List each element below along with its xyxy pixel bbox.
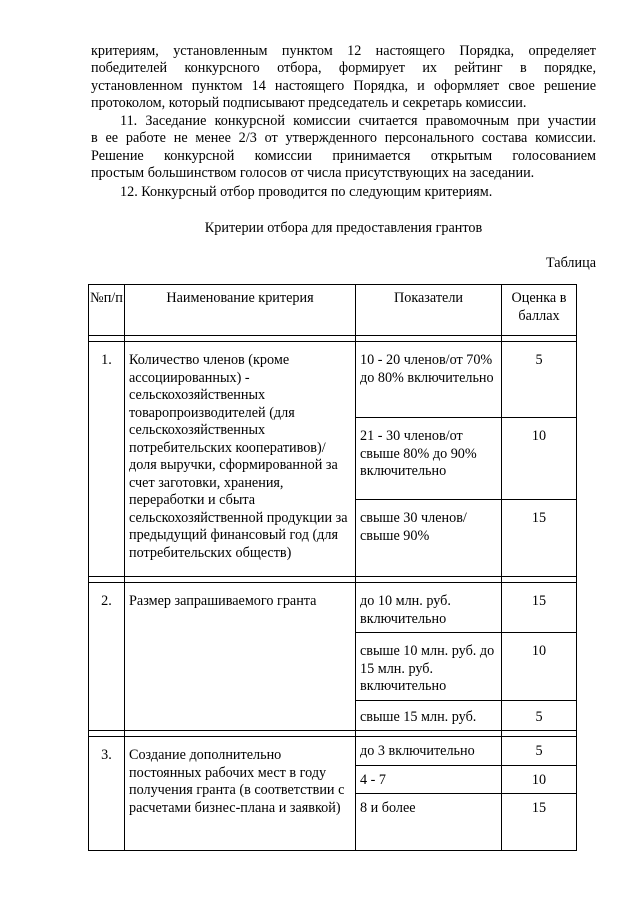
- score-cell: 15: [502, 583, 577, 633]
- row-number: 3.: [89, 737, 125, 851]
- table-row: [89, 583, 577, 633]
- text-line: победителей конкурсного отбора, формирует их рейтинг в порядке,: [91, 60, 596, 77]
- criterion-name: Создание дополнительно постоянных рабочих мест в году получения гранта (в соответствии с расчетами бизнес-плана и заявкой): [125, 737, 356, 851]
- text-line: установленном пунктом 14 настоящего Порядка, и оформляет свое решение: [91, 77, 596, 94]
- indicator-cell: свыше 30 членов/свыше 90%: [356, 500, 502, 577]
- score-cell: 5: [502, 700, 577, 731]
- score-cell: 10: [502, 418, 577, 500]
- paragraph-12: [91, 184, 596, 201]
- row-number: 1.: [89, 342, 125, 577]
- header-name: Наименование критерия: [125, 285, 356, 336]
- text-line: критериям, установленным пунктом 12 настоящего Порядка, определяет: [91, 43, 596, 59]
- indicator-cell: 10 - 20 членов/от 70% до 80% включительно: [356, 342, 502, 418]
- indicator-cell: до 10 млн. руб. включительно: [356, 583, 502, 633]
- indicator-cell: 4 - 7: [356, 765, 502, 794]
- score-cell: 15: [502, 794, 577, 851]
- criterion-name: Количество членов (кроме ассоциированных) - сельскохозяйственных товаропроизводителей (для сельскохозяйственных потребительских кооперативов)/доля выручки, сформированной за счет заготовки, хранения, переработки и сбыта сельскохозяйственной продукции за предыдущий финансовый год (для потребительских обществ): [125, 342, 356, 577]
- text-line: 11. Заседание конкурсной комиссии считается правомочным при участии: [120, 113, 596, 129]
- header-indicators: Показатели: [356, 285, 502, 336]
- table-heading: Критерии отбора для предоставления грантов: [204, 220, 483, 236]
- score-cell: 10: [502, 765, 577, 794]
- indicator-cell: 8 и более: [356, 794, 502, 851]
- text-line: протоколом, который подписывают председатель и секретарь комиссии.: [91, 94, 527, 111]
- text-line: простым большинством голосов от числа присутствующих на заседании.: [91, 164, 535, 181]
- table-row: [89, 737, 577, 766]
- row-number: 2.: [89, 583, 125, 731]
- table-row: [89, 342, 577, 418]
- text-line: Решение конкурсной комиссии принимается открытым голосованием: [91, 147, 596, 164]
- criteria-table: [88, 284, 577, 851]
- indicator-cell: свыше 15 млн. руб.: [356, 700, 502, 731]
- paragraph-criteria-intro: [91, 43, 596, 112]
- text-line: в ее работе не менее 2/3 от утвержденного персонального состава комиссии.: [91, 130, 596, 147]
- criterion-name: Размер запрашиваемого гранта: [125, 583, 356, 731]
- text-line: 12. Конкурсный отбор проводится по следующим критериям.: [120, 184, 493, 200]
- header-num: №п/п: [89, 285, 125, 336]
- paragraph-11: [91, 113, 596, 182]
- indicator-cell: до 3 включительно: [356, 737, 502, 766]
- score-cell: 15: [502, 500, 577, 577]
- table-header-row: [89, 285, 577, 336]
- indicator-cell: 21 - 30 членов/от свыше 80% до 90% включительно: [356, 418, 502, 500]
- score-cell: 5: [502, 737, 577, 766]
- score-cell: 10: [502, 633, 577, 701]
- score-cell: 5: [502, 342, 577, 418]
- header-score: Оценка в баллах: [502, 285, 577, 336]
- indicator-cell: свыше 10 млн. руб. до 15 млн. руб. включительно: [356, 633, 502, 701]
- table-label: Таблица: [545, 255, 596, 271]
